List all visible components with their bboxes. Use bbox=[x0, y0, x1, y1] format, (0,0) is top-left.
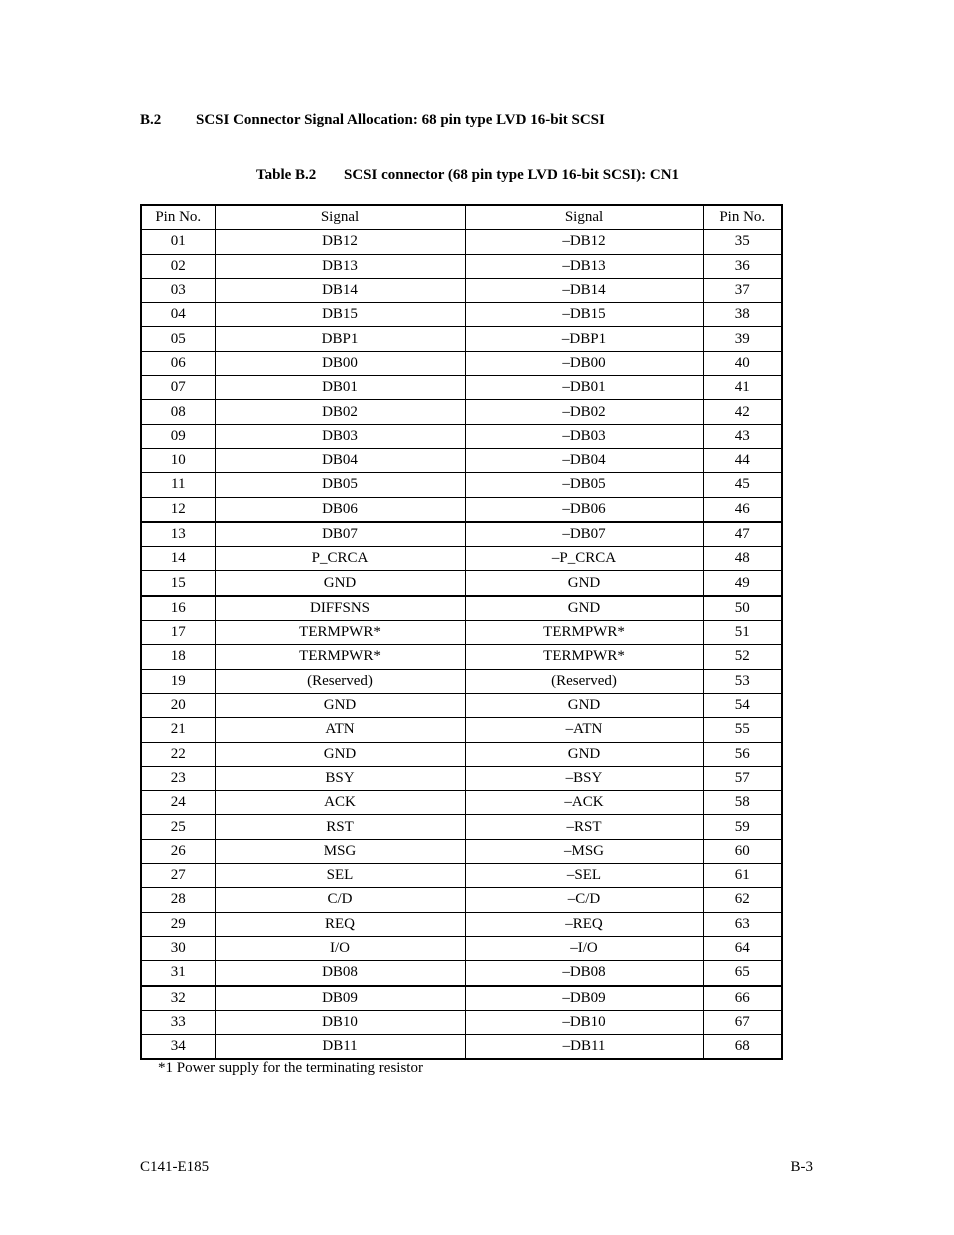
pin-no-right-cell: 38 bbox=[703, 303, 782, 327]
pin-no-right-cell: 39 bbox=[703, 327, 782, 351]
signal-left-cell: DB00 bbox=[215, 351, 465, 375]
signal-right-cell: –DB00 bbox=[465, 351, 703, 375]
table-row bbox=[141, 473, 782, 497]
pin-no-left-cell: 11 bbox=[141, 473, 215, 497]
table-row bbox=[141, 424, 782, 448]
signal-left-cell: ATN bbox=[215, 718, 465, 742]
pin-no-left-cell: 21 bbox=[141, 718, 215, 742]
signal-right-cell: –ACK bbox=[465, 791, 703, 815]
signal-right-cell: –BSY bbox=[465, 766, 703, 790]
table-row bbox=[141, 400, 782, 424]
signal-left-cell: MSG bbox=[215, 839, 465, 863]
signal-right-cell: GND bbox=[465, 693, 703, 717]
pin-no-left-cell: 06 bbox=[141, 351, 215, 375]
signal-right-cell: –DB10 bbox=[465, 1010, 703, 1034]
signal-right-cell: –DB03 bbox=[465, 424, 703, 448]
pin-no-left-cell: 02 bbox=[141, 254, 215, 278]
signal-right-cell: –DB04 bbox=[465, 448, 703, 472]
table-row bbox=[141, 497, 782, 522]
table-row bbox=[141, 596, 782, 621]
signal-left-cell: RST bbox=[215, 815, 465, 839]
signal-left-cell: (Reserved) bbox=[215, 669, 465, 693]
signal-right-cell: –I/O bbox=[465, 936, 703, 960]
signal-right-cell: GND bbox=[465, 571, 703, 596]
signal-right-cell: GND bbox=[465, 742, 703, 766]
pin-no-left-cell: 16 bbox=[141, 596, 215, 621]
pin-no-left-cell: 07 bbox=[141, 376, 215, 400]
table-row bbox=[141, 791, 782, 815]
pin-no-left-cell: 04 bbox=[141, 303, 215, 327]
table-row bbox=[141, 571, 782, 596]
document-code: C141-E185 bbox=[140, 1159, 210, 1175]
signal-left-cell: DB10 bbox=[215, 1010, 465, 1034]
signal-left-cell: P_CRCA bbox=[215, 547, 465, 571]
signal-left-cell: DB12 bbox=[215, 230, 465, 254]
table-title: SCSI connector (68 pin type LVD 16-bit SCSI): CN1 bbox=[344, 167, 680, 183]
table-row bbox=[141, 327, 782, 351]
table-row bbox=[141, 669, 782, 693]
pin-no-left-cell: 13 bbox=[141, 522, 215, 547]
signal-left-cell: BSY bbox=[215, 766, 465, 790]
signal-left-cell: I/O bbox=[215, 936, 465, 960]
pin-no-left-cell: 08 bbox=[141, 400, 215, 424]
signal-right-cell: –DB02 bbox=[465, 400, 703, 424]
table-row bbox=[141, 693, 782, 717]
pin-no-right-cell: 42 bbox=[703, 400, 782, 424]
signal-right-cell: (Reserved) bbox=[465, 669, 703, 693]
signal-left-cell: DB11 bbox=[215, 1035, 465, 1060]
table-row bbox=[141, 547, 782, 571]
signal-right-cell: –SEL bbox=[465, 864, 703, 888]
signal-right-cell: –RST bbox=[465, 815, 703, 839]
pin-no-left-cell: 19 bbox=[141, 669, 215, 693]
pin-no-right-cell: 55 bbox=[703, 718, 782, 742]
table-row bbox=[141, 864, 782, 888]
pin-no-left-cell: 15 bbox=[141, 571, 215, 596]
signal-right-cell: TERMPWR* bbox=[465, 645, 703, 669]
table-row bbox=[141, 448, 782, 472]
pin-no-left-cell: 33 bbox=[141, 1010, 215, 1034]
pin-no-right-cell: 44 bbox=[703, 448, 782, 472]
table-row bbox=[141, 230, 782, 254]
table-row bbox=[141, 718, 782, 742]
table-row bbox=[141, 645, 782, 669]
pin-no-left-cell: 34 bbox=[141, 1035, 215, 1060]
signal-right-cell: –DB07 bbox=[465, 522, 703, 547]
header-pin-no-right: Pin No. bbox=[703, 205, 782, 230]
pin-no-right-cell: 53 bbox=[703, 669, 782, 693]
pin-no-right-cell: 36 bbox=[703, 254, 782, 278]
table-row bbox=[141, 351, 782, 375]
table-row bbox=[141, 936, 782, 960]
pin-no-left-cell: 20 bbox=[141, 693, 215, 717]
pin-no-right-cell: 51 bbox=[703, 621, 782, 645]
signal-right-cell: –DB14 bbox=[465, 278, 703, 302]
signal-right-cell: –DBP1 bbox=[465, 327, 703, 351]
pin-no-left-cell: 18 bbox=[141, 645, 215, 669]
table-row bbox=[141, 888, 782, 912]
pin-no-left-cell: 22 bbox=[141, 742, 215, 766]
signal-right-cell: TERMPWR* bbox=[465, 621, 703, 645]
pin-no-right-cell: 45 bbox=[703, 473, 782, 497]
signal-left-cell: DB01 bbox=[215, 376, 465, 400]
signal-left-cell: TERMPWR* bbox=[215, 645, 465, 669]
pin-no-left-cell: 25 bbox=[141, 815, 215, 839]
footnote: *1 Power supply for the terminating resistor bbox=[158, 1060, 423, 1076]
signal-left-cell: DB07 bbox=[215, 522, 465, 547]
signal-right-cell: –P_CRCA bbox=[465, 547, 703, 571]
table-header-row bbox=[141, 205, 782, 230]
pin-no-right-cell: 61 bbox=[703, 864, 782, 888]
pin-no-left-cell: 26 bbox=[141, 839, 215, 863]
signal-right-cell: –REQ bbox=[465, 912, 703, 936]
table-row bbox=[141, 961, 782, 986]
pin-no-right-cell: 64 bbox=[703, 936, 782, 960]
pin-no-right-cell: 59 bbox=[703, 815, 782, 839]
signal-right-cell: –DB12 bbox=[465, 230, 703, 254]
table-row bbox=[141, 278, 782, 302]
pin-no-right-cell: 47 bbox=[703, 522, 782, 547]
signal-left-cell: TERMPWR* bbox=[215, 621, 465, 645]
pin-no-right-cell: 58 bbox=[703, 791, 782, 815]
table-row bbox=[141, 303, 782, 327]
pin-no-right-cell: 57 bbox=[703, 766, 782, 790]
pin-no-right-cell: 43 bbox=[703, 424, 782, 448]
signal-right-cell: –DB13 bbox=[465, 254, 703, 278]
pin-no-right-cell: 37 bbox=[703, 278, 782, 302]
table-row bbox=[141, 815, 782, 839]
signal-left-cell: GND bbox=[215, 742, 465, 766]
pin-no-left-cell: 12 bbox=[141, 497, 215, 522]
pin-no-right-cell: 56 bbox=[703, 742, 782, 766]
signal-left-cell: DB14 bbox=[215, 278, 465, 302]
pin-no-right-cell: 41 bbox=[703, 376, 782, 400]
pin-no-left-cell: 28 bbox=[141, 888, 215, 912]
signal-left-cell: DB02 bbox=[215, 400, 465, 424]
table-row bbox=[141, 621, 782, 645]
pin-no-right-cell: 66 bbox=[703, 986, 782, 1011]
pin-no-right-cell: 40 bbox=[703, 351, 782, 375]
signal-left-cell: DIFFSNS bbox=[215, 596, 465, 621]
signal-left-cell: DB15 bbox=[215, 303, 465, 327]
signal-right-cell: –DB11 bbox=[465, 1035, 703, 1060]
header-signal-left: Signal bbox=[215, 205, 465, 230]
signal-left-cell: GND bbox=[215, 693, 465, 717]
signal-right-cell: –DB06 bbox=[465, 497, 703, 522]
signal-right-cell: –DB09 bbox=[465, 986, 703, 1011]
pin-no-left-cell: 01 bbox=[141, 230, 215, 254]
pin-no-left-cell: 27 bbox=[141, 864, 215, 888]
table-row bbox=[141, 912, 782, 936]
section-title: SCSI Connector Signal Allocation: 68 pin type LVD 16-bit SCSI bbox=[196, 112, 605, 128]
signal-left-cell: DB04 bbox=[215, 448, 465, 472]
table-row bbox=[141, 766, 782, 790]
signal-left-cell: C/D bbox=[215, 888, 465, 912]
signal-left-cell: ACK bbox=[215, 791, 465, 815]
table-row bbox=[141, 254, 782, 278]
header-pin-no-left: Pin No. bbox=[141, 205, 215, 230]
pin-no-right-cell: 52 bbox=[703, 645, 782, 669]
header-signal-right: Signal bbox=[465, 205, 703, 230]
signal-right-cell: GND bbox=[465, 596, 703, 621]
pin-no-left-cell: 05 bbox=[141, 327, 215, 351]
pin-no-right-cell: 63 bbox=[703, 912, 782, 936]
pin-no-right-cell: 68 bbox=[703, 1035, 782, 1060]
signal-left-cell: DB06 bbox=[215, 497, 465, 522]
signal-left-cell: GND bbox=[215, 571, 465, 596]
signal-right-cell: –DB01 bbox=[465, 376, 703, 400]
table-caption bbox=[256, 167, 679, 184]
signal-left-cell: DB03 bbox=[215, 424, 465, 448]
signal-left-cell: DBP1 bbox=[215, 327, 465, 351]
pin-no-left-cell: 10 bbox=[141, 448, 215, 472]
signal-left-cell: DB09 bbox=[215, 986, 465, 1011]
pin-no-right-cell: 54 bbox=[703, 693, 782, 717]
pin-no-left-cell: 23 bbox=[141, 766, 215, 790]
pin-no-left-cell: 14 bbox=[141, 547, 215, 571]
pin-no-right-cell: 46 bbox=[703, 497, 782, 522]
table-row bbox=[141, 839, 782, 863]
signal-right-cell: –DB15 bbox=[465, 303, 703, 327]
pin-no-right-cell: 50 bbox=[703, 596, 782, 621]
table-row bbox=[141, 376, 782, 400]
section-number: B.2 bbox=[140, 112, 162, 128]
pin-no-left-cell: 32 bbox=[141, 986, 215, 1011]
pin-no-right-cell: 65 bbox=[703, 961, 782, 986]
section-heading bbox=[140, 112, 605, 129]
pin-no-right-cell: 60 bbox=[703, 839, 782, 863]
signal-right-cell: –MSG bbox=[465, 839, 703, 863]
pin-no-left-cell: 30 bbox=[141, 936, 215, 960]
table-body bbox=[141, 230, 782, 1060]
pin-no-left-cell: 09 bbox=[141, 424, 215, 448]
signal-left-cell: DB05 bbox=[215, 473, 465, 497]
pin-no-right-cell: 62 bbox=[703, 888, 782, 912]
signal-left-cell: REQ bbox=[215, 912, 465, 936]
table-row bbox=[141, 742, 782, 766]
pin-no-left-cell: 31 bbox=[141, 961, 215, 986]
signal-left-cell: DB08 bbox=[215, 961, 465, 986]
table-row bbox=[141, 986, 782, 1011]
signal-right-cell: –ATN bbox=[465, 718, 703, 742]
signal-left-cell: DB13 bbox=[215, 254, 465, 278]
pin-no-left-cell: 24 bbox=[141, 791, 215, 815]
signal-right-cell: –C/D bbox=[465, 888, 703, 912]
pin-no-right-cell: 48 bbox=[703, 547, 782, 571]
table-row bbox=[141, 522, 782, 547]
signal-right-cell: –DB08 bbox=[465, 961, 703, 986]
pin-no-left-cell: 17 bbox=[141, 621, 215, 645]
table-row bbox=[141, 1010, 782, 1034]
pin-no-right-cell: 49 bbox=[703, 571, 782, 596]
pin-no-right-cell: 35 bbox=[703, 230, 782, 254]
signal-right-cell: –DB05 bbox=[465, 473, 703, 497]
pin-no-right-cell: 67 bbox=[703, 1010, 782, 1034]
pin-no-left-cell: 03 bbox=[141, 278, 215, 302]
page-number: B-3 bbox=[790, 1159, 813, 1175]
pin-no-left-cell: 29 bbox=[141, 912, 215, 936]
signal-left-cell: SEL bbox=[215, 864, 465, 888]
table-number: Table B.2 bbox=[256, 167, 317, 183]
connector-signal-table bbox=[140, 204, 783, 1060]
table-row bbox=[141, 1035, 782, 1060]
